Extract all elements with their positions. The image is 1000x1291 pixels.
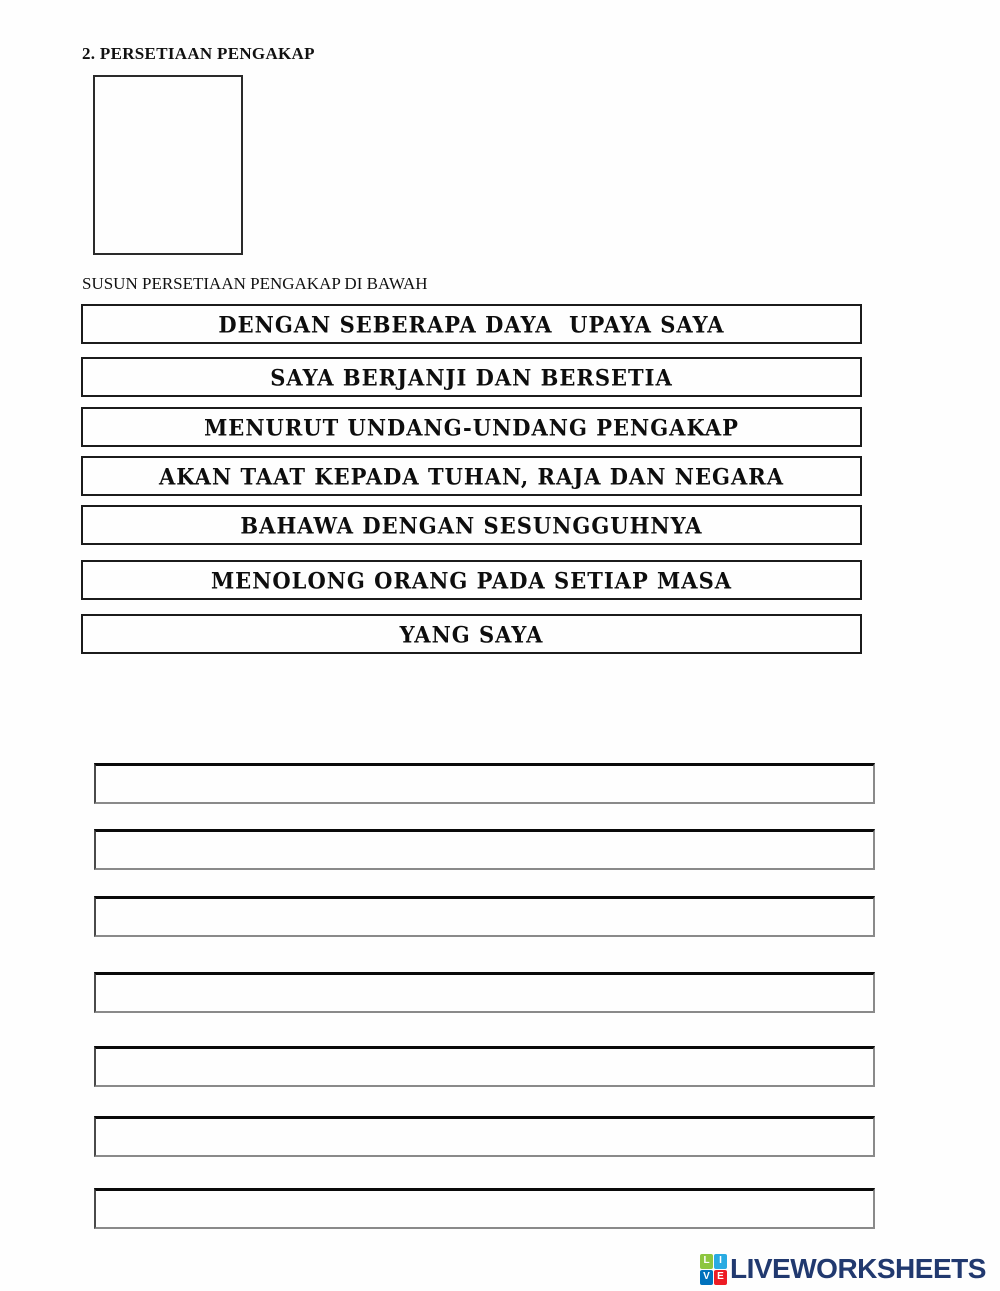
answer-box-5[interactable] [94, 1046, 875, 1087]
answer-box-3[interactable] [94, 896, 875, 937]
phrase-card-7[interactable] [81, 614, 862, 654]
phrase-card-3[interactable] [81, 407, 862, 447]
answer-box-4[interactable] [94, 972, 875, 1013]
phrase-card-2[interactable] [81, 357, 862, 397]
phrase-label: MENOLONG ORANG PADA SETIAP MASA [210, 566, 733, 594]
phrase-card-4[interactable] [81, 456, 862, 496]
phrase-card-6[interactable] [81, 560, 862, 600]
answer-box-2[interactable] [94, 829, 875, 870]
phrase-card-1[interactable] [81, 304, 862, 344]
logo-tile-i: I [714, 1254, 727, 1269]
liveworksheets-logo [700, 1253, 986, 1285]
liveworksheets-logo-text: LIVEWORKSHEETS [730, 1253, 986, 1284]
phrase-label: AKAN TAAT KEPADA TUHAN, RAJA DAN NEGARA [158, 462, 784, 490]
logo-tile-v: V [700, 1270, 713, 1285]
answer-box-1[interactable] [94, 763, 875, 804]
phrase-label: YANG SAYA [399, 620, 544, 648]
phrase-label: DENGAN SEBERAPA DAYA UPAYA SAYA [218, 310, 725, 338]
liveworksheets-logo-icon [700, 1254, 727, 1285]
phrase-label: SAYA BERJANJI DAN BERSETIA [270, 363, 673, 391]
phrase-card-5[interactable] [81, 505, 862, 545]
phrase-label: BAHAWA DENGAN SESUNGGUHNYA [240, 511, 703, 539]
instruction-text: SUSUN PERSETIAAN PENGAKAP DI BAWAH [82, 274, 428, 293]
image-placeholder [93, 75, 243, 255]
logo-tile-l: L [700, 1254, 713, 1269]
answer-box-6[interactable] [94, 1116, 875, 1157]
section-title: 2. PERSETIAAN PENGAKAP [82, 44, 315, 63]
answer-box-7[interactable] [94, 1188, 875, 1229]
phrase-label: MENURUT UNDANG-UNDANG PENGAKAP [204, 413, 739, 441]
logo-tile-e: E [714, 1270, 727, 1285]
